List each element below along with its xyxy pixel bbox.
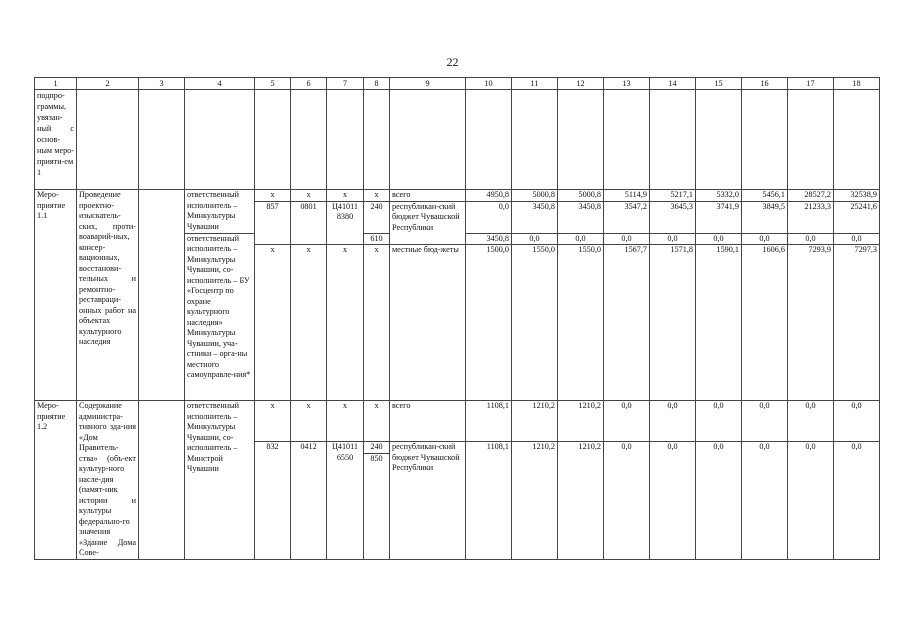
section-cell: х (291, 401, 327, 442)
activity-name: Содержание администра-тивного зда-ния «Дом Правитель-ства» (объ-ект культур-ного насле-дия (памят-ник истории и культуры федерально-го значения «Здание Дома Сове- (77, 401, 139, 560)
value-cell: 3450,8 (512, 201, 558, 233)
value-cell: 0,0 (604, 442, 650, 559)
continuation-text: подпро-граммы, увязан-ный с основ-ным меро-прияти-ем 1 (35, 90, 77, 190)
value-cell: 0,0 (650, 401, 696, 442)
value-cell: 1108,1 (466, 401, 512, 442)
section-cell: х (291, 190, 327, 202)
value-cell: 0,0 (788, 401, 834, 442)
expense-type-cell: х (364, 190, 390, 202)
expense-type-cell: 610 (364, 233, 390, 245)
header-cell: 16 (742, 78, 788, 90)
funding-source: всего (390, 190, 466, 202)
value-cell: 0,0 (696, 401, 742, 442)
header-cell: 8 (364, 78, 390, 90)
header-cell: 3 (139, 78, 185, 90)
value-cell: 0,0 (788, 233, 834, 245)
value-cell: 5000,8 (512, 190, 558, 202)
value-cell: 25241,6 (834, 201, 880, 233)
value-cell: 0,0 (834, 233, 880, 245)
header-cell: 11 (512, 78, 558, 90)
expense-type-cell (364, 442, 390, 559)
value-cell: 0,0 (834, 401, 880, 442)
header-cell: 6 (291, 78, 327, 90)
value-cell: 0,0 (650, 233, 696, 245)
value-cell: 1210,2 (512, 442, 558, 559)
value-cell: 0,0 (558, 233, 604, 245)
header-cell: 13 (604, 78, 650, 90)
value-cell: 3450,8 (466, 233, 512, 245)
table-row (35, 401, 880, 442)
value-cell: 7297,3 (834, 245, 880, 401)
value-cell: 0,0 (604, 401, 650, 442)
value-cell: 0,0 (742, 233, 788, 245)
expense-type-cell: 240 (364, 201, 390, 233)
value-cell: 1550,0 (512, 245, 558, 401)
section-cell: 0801 (291, 201, 327, 245)
header-cell: 12 (558, 78, 604, 90)
header-cell: 9 (390, 78, 466, 90)
value-cell: 32538,9 (834, 190, 880, 202)
value-cell: 3547,2 (604, 201, 650, 233)
value-cell: 0,0 (834, 442, 880, 559)
value-cell: 0,0 (696, 233, 742, 245)
value-cell: 0,0 (742, 442, 788, 559)
funding-source: республикан-ский бюджет Чувашской Республики (390, 201, 466, 245)
continuation-row (35, 90, 880, 190)
header-row (35, 78, 880, 90)
funding-source: всего (390, 401, 466, 442)
value-cell: 3450,8 (558, 201, 604, 233)
value-cell: 5000,8 (558, 190, 604, 202)
table-row (35, 190, 880, 202)
value-cell: 21233,3 (788, 201, 834, 233)
expense-type-value: 850 (370, 453, 383, 463)
page-number: 22 (446, 55, 459, 69)
header-cell: 15 (696, 78, 742, 90)
value-cell: 5332,0 (696, 190, 742, 202)
value-cell: 3849,5 (742, 201, 788, 233)
header-cell: 7 (327, 78, 364, 90)
target-cell: х (327, 245, 364, 401)
header-cell: 5 (255, 78, 291, 90)
value-cell: 1567,7 (604, 245, 650, 401)
value-cell: 0,0 (650, 442, 696, 559)
value-cell: 5114,9 (604, 190, 650, 202)
target-cell: Ц41011 8380 (327, 201, 364, 245)
value-cell: 0,0 (604, 233, 650, 245)
value-cell: 0,0 (512, 233, 558, 245)
header-cell: 18 (834, 78, 880, 90)
expense-type-value: 240 (364, 442, 389, 454)
header-cell: 10 (466, 78, 512, 90)
section-cell: х (291, 245, 327, 401)
header-cell: 4 (185, 78, 255, 90)
value-cell: 1210,2 (558, 401, 604, 442)
value-cell: 0,0 (742, 401, 788, 442)
value-cell: 1210,2 (512, 401, 558, 442)
value-cell: 1606,6 (742, 245, 788, 401)
value-cell: 5217,1 (650, 190, 696, 202)
activity-code: Меро-приятие 1.1 (35, 190, 77, 401)
grbs-cell: х (255, 245, 291, 401)
value-cell: 1550,0 (558, 245, 604, 401)
grbs-cell: х (255, 401, 291, 442)
header-cell: 14 (650, 78, 696, 90)
value-cell: 0,0 (696, 442, 742, 559)
value-cell: 1500,0 (466, 245, 512, 401)
activity-name: Проведение проектно-изыскатель-ских, проти-воаварий-ных, консер-вационных, восстанови-тельных и ремонтно-реставраци-онных работ на объектах культурного наследия (77, 190, 139, 401)
value-cell: 0,0 (788, 442, 834, 559)
funding-source: республикан-ский бюджет Чувашской Республики (390, 442, 466, 559)
executor-cell: ответственный исполнитель – Минкультуры Чувашии, со-исполнитель – БУ «Госцентр по охране культурного наследия» Минкультуры Чувашии, уча-стники – орга-ны местного самоуправле-ния* (185, 233, 255, 401)
grbs-cell: 857 (255, 201, 291, 245)
executor-cell: ответственный исполнитель – Минкультуры Чувашии (185, 190, 255, 234)
value-cell: 5456,1 (742, 190, 788, 202)
value-cell: 28527,2 (788, 190, 834, 202)
value-cell: 1590,1 (696, 245, 742, 401)
target-cell: Ц41011 6550 (327, 442, 364, 559)
target-cell: х (327, 401, 364, 442)
value-cell: 7293,9 (788, 245, 834, 401)
value-cell: 4950,8 (466, 190, 512, 202)
header-cell: 2 (77, 78, 139, 90)
section-cell: 0412 (291, 442, 327, 559)
grbs-cell: 832 (255, 442, 291, 559)
grbs-cell: х (255, 190, 291, 202)
value-cell: 1210,2 (558, 442, 604, 559)
value-cell: 3645,3 (650, 201, 696, 233)
value-cell: 0,0 (466, 201, 512, 233)
header-cell: 17 (788, 78, 834, 90)
value-cell: 1108,1 (466, 442, 512, 559)
value-cell: 1571,8 (650, 245, 696, 401)
funding-source: местные бюд-жеты (390, 245, 466, 401)
program-table (34, 77, 880, 560)
target-cell: х (327, 190, 364, 202)
header-cell: 1 (35, 78, 77, 90)
executor-cell: ответственный исполнитель – Минкультуры Чувашии, со-исполнитель – Минстрой Чувашии (185, 401, 255, 560)
expense-type-cell: х (364, 245, 390, 401)
value-cell: 3741,9 (696, 201, 742, 233)
expense-type-cell: х (364, 401, 390, 442)
activity-code: Меро-приятие 1.2 (35, 401, 77, 560)
